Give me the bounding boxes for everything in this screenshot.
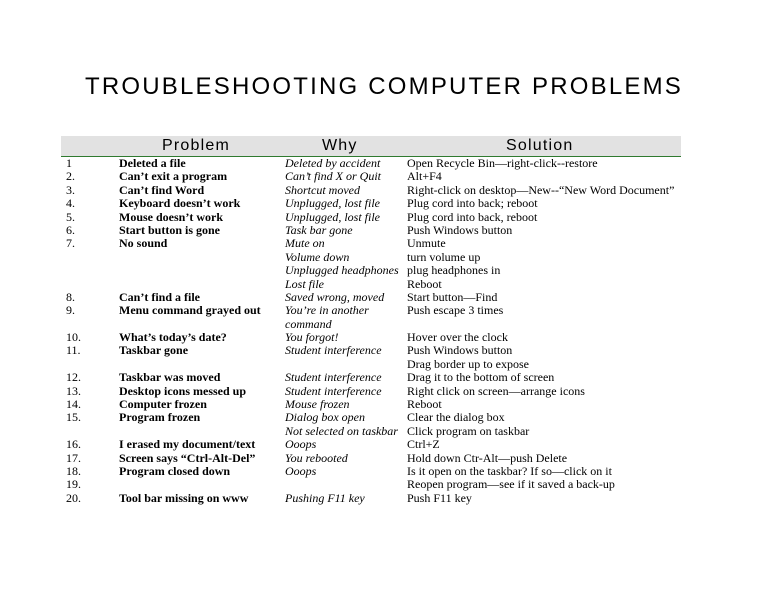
row-problem: Tool bar missing on www [119,490,249,505]
row-solution: Reboot [407,276,442,291]
row-number: 3. [66,182,75,197]
row-problem: Deleted a file [119,156,186,170]
row-solution: Hover over the clock [407,330,508,345]
row-solution: Hold down Ctr-Alt—push Delete [407,450,568,465]
row-problem: Program closed down [119,463,231,478]
troubleshooting-table [0,157,768,505]
row-solution: turn volume up [407,249,481,264]
row-why: Ooops [285,437,317,452]
row-solution: Push Windows button [407,222,513,237]
table-row-line [0,304,768,317]
table-row [0,304,768,331]
table-row-line [0,411,768,424]
header-solution: Solution [506,137,574,154]
row-why: Can’t find X or Quit [285,169,382,184]
row-number: 16. [66,437,81,452]
row-number: 19. [66,477,81,492]
row-solution: Drag border up to expose [407,356,529,371]
row-number: 20. [66,490,81,505]
row-solution: Open Recycle Bin—right-click--restore [407,156,598,170]
row-solution: Push F11 key [407,490,472,505]
row-problem: Desktop icons messed up [119,383,247,398]
table-row-line [0,170,768,183]
table-row-line [0,157,768,170]
table-row [0,371,768,384]
row-problem: Can’t find Word [119,182,205,197]
row-why: Mouse frozen [285,397,350,412]
table-row-line [0,264,768,277]
row-solution: Click program on taskbar [407,423,530,438]
row-why: Dialog box open [285,410,365,425]
table-row [0,237,768,291]
table-row [0,385,768,398]
row-number: 15. [66,410,81,425]
table-row-line [0,344,768,357]
page-title: TROUBLESHOOTING COMPUTER PROBLEMS [85,73,683,100]
row-why: Lost file [285,276,325,291]
row-solution: Reopen program—see if it saved a back-up [407,477,615,492]
table-row [0,398,768,411]
row-solution: Push Windows button [407,343,513,358]
table-row [0,452,768,465]
row-number: 12. [66,370,81,385]
row-number: 7. [66,236,75,251]
row-problem: No sound [119,236,168,251]
table-row-line [0,425,768,438]
table-row [0,291,768,304]
table-row [0,465,768,478]
row-number: 8. [66,289,75,304]
table-row-line [0,197,768,210]
row-solution: plug headphones in [407,263,501,278]
table-row [0,184,768,197]
row-solution: Push escape 3 times [407,303,504,318]
row-number: 5. [66,209,75,224]
row-why: Saved wrong, moved [285,289,385,304]
table-row-line [0,184,768,197]
table-row-line [0,438,768,451]
row-problem: Keyboard doesn’t work [119,196,241,211]
table-row [0,224,768,237]
row-solution: Right click on screen—arrange icons [407,383,585,398]
row-solution: Unmute [407,236,446,251]
row-why: Unplugged, lost file [285,196,380,211]
row-why: Unplugged headphones [285,263,399,278]
row-problem: I erased my document/text [119,437,256,452]
table-row [0,438,768,451]
table-row-line [0,291,768,304]
row-solution: Is it open on the taskbar? If so—click on it [407,463,612,478]
row-why: You’re in another [285,303,369,318]
table-row-line [0,452,768,465]
row-solution: Right-click on desktop—New--“New Word Document” [407,182,675,197]
table-row-line [0,318,768,331]
row-solution: Alt+F4 [407,169,442,184]
table-row-line [0,211,768,224]
row-problem: Menu command grayed out [119,303,261,318]
table-row [0,211,768,224]
row-problem: Can’t find a file [119,289,200,304]
table-row [0,331,768,344]
row-why: Ooops [285,463,317,478]
row-solution: Plug cord into back; reboot [407,196,538,211]
row-why: Shortcut moved [285,182,360,197]
row-number: 2. [66,169,75,184]
row-number: 18. [66,463,81,478]
row-number: 13. [66,383,81,398]
row-why: You rebooted [285,450,348,465]
table-row [0,478,768,491]
row-solution: Drag it to the bottom of screen [407,370,555,385]
row-number: 17. [66,450,81,465]
table-row [0,344,768,371]
row-why: Student interference [285,370,382,385]
row-problem: Computer frozen [119,397,207,412]
table-row-line [0,251,768,264]
header-why: Why [322,137,358,154]
row-number: 14. [66,397,81,412]
table-row-line [0,224,768,237]
row-why: Student interference [285,383,382,398]
table-row-line [0,278,768,291]
table-row-line [0,358,768,371]
row-why: Pushing F11 key [285,490,365,505]
row-solution: Plug cord into back, reboot [407,209,538,224]
row-problem: Program frozen [119,410,201,425]
row-number: 10. [66,330,81,345]
row-problem: Start button is gone [119,222,221,237]
table-row [0,197,768,210]
table-row-line [0,478,768,491]
table-row-line [0,398,768,411]
row-number: 4. [66,196,75,211]
row-problem: Taskbar was moved [119,370,221,385]
table-row-line [0,465,768,478]
row-why: Not selected on taskbar [285,423,398,438]
row-problem: Can’t exit a program [119,169,228,184]
row-number: 1 [66,156,72,170]
row-why: Task bar gone [285,222,353,237]
table-header-band [61,136,681,157]
table-row [0,170,768,183]
header-problem: Problem [162,137,230,154]
table-row-line [0,385,768,398]
row-number: 9. [66,303,75,318]
row-solution: Reboot [407,397,442,412]
table-row-line [0,492,768,505]
row-number: 6. [66,222,75,237]
row-problem: Mouse doesn’t work [119,209,223,224]
row-problem: Taskbar gone [119,343,189,358]
row-why: Student interference [285,343,382,358]
row-why: Volume down [285,249,350,264]
table-row [0,157,768,170]
row-problem: What’s today’s date? [119,330,227,345]
table-row-line [0,331,768,344]
row-why: Mute on [285,236,325,251]
row-number: 11. [66,343,81,358]
row-why: You forgot! [285,330,339,345]
row-problem: Screen says “Ctrl-Alt-Del” [119,450,256,465]
table-row [0,411,768,438]
row-solution: Ctrl+Z [407,437,440,452]
row-solution: Clear the dialog box [407,410,505,425]
table-row-line [0,237,768,250]
table-row [0,492,768,505]
row-why: Unplugged, lost file [285,209,380,224]
row-solution: Start button—Find [407,289,498,304]
table-row-line [0,371,768,384]
row-why: Deleted by accident [285,156,381,170]
row-why: command [285,316,332,331]
